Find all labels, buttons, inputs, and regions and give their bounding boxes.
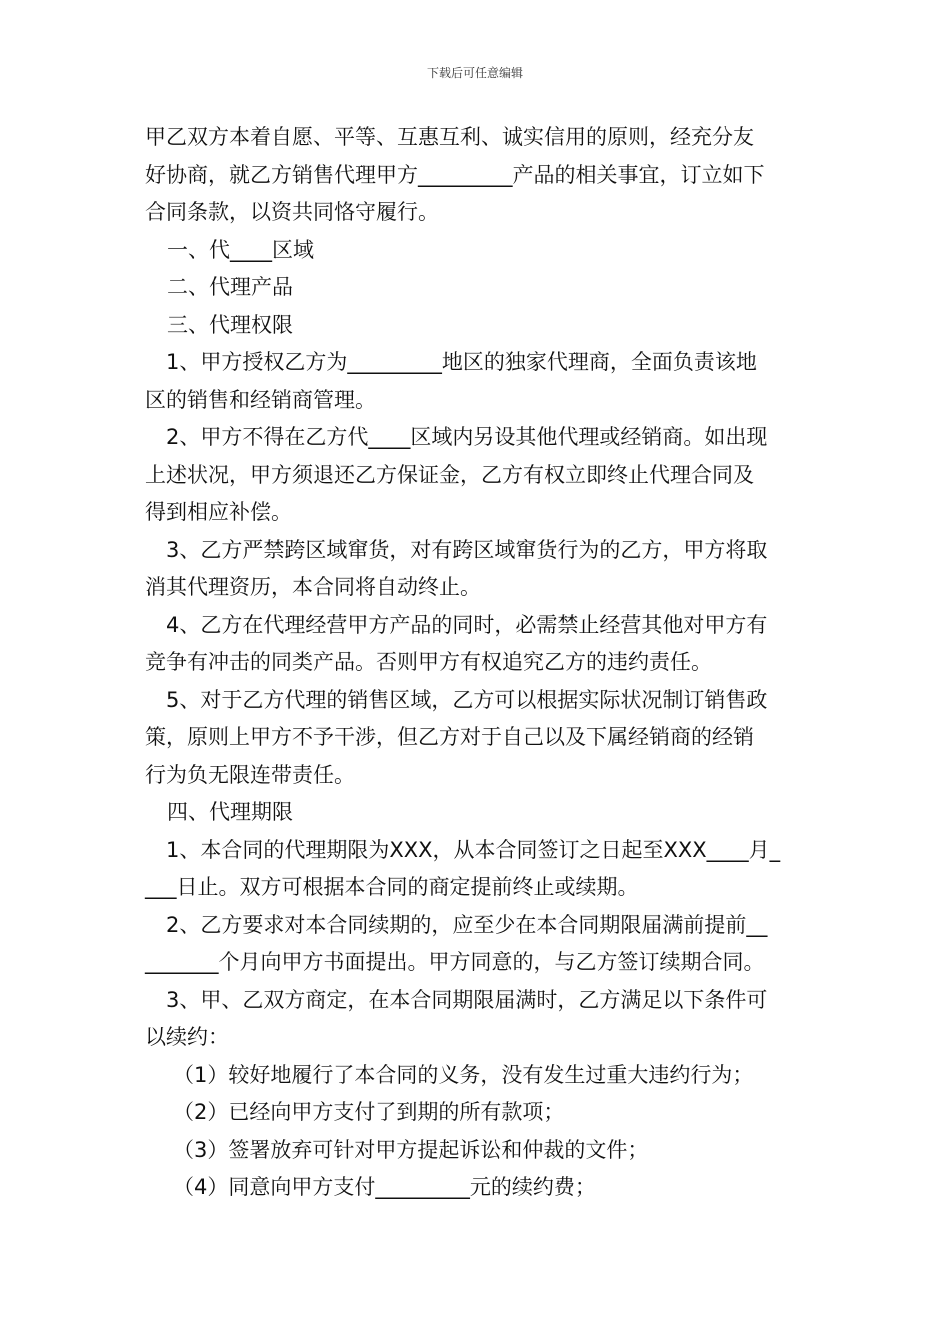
paragraph-line: 甲乙双方本着自愿、平等、互惠互利、诚实信用的原则，经充分友 [145,125,754,149]
clause-line: 上述状况，甲方须退还乙方保证金，乙方有权立即终止代理合同及 [145,462,754,487]
section-heading: 三、代理权限 [167,312,293,337]
clause-line: 4、乙方在代理经营甲方产品的同时，必需禁止经营其他对甲方有 [166,612,768,637]
clause-line: 消其代理资历，本合同将自动终止。 [145,575,481,599]
page-header: 下载后可任意编辑 [426,66,523,80]
section-heading: 一、代____区域 [167,237,314,262]
clause-line: 以续约： [145,1025,229,1049]
clause-line: ___日止。双方可根据本合同的商定提前终止或续期。 [145,875,639,899]
clause-line: 竞争有冲击的同类产品。否则甲方有权追究乙方的违约责任。 [145,650,712,674]
clause-line: 2、乙方要求对本合同续期的，应至少在本合同期限届满前提前__ [166,912,768,937]
clause-line: _______个月向甲方书面提出。甲方同意的，与乙方签订续期合同。 [145,950,765,974]
clause-line: 3、甲、乙双方商定，在本合同期限届满时，乙方满足以下条件可 [166,987,768,1012]
clause-line: 3、乙方严禁跨区域窜货，对有跨区域窜货行为的乙方，甲方将取 [166,537,768,562]
clause-line: 1、本合同的代理期限为XXX，从本合同签订之日起至XXX____月_ [166,837,781,862]
clause-line: 策，原则上甲方不予干涉，但乙方对于自己以及下属经销商的经销 [145,725,754,749]
list-item: （2）已经向甲方支付了到期的所有款项； [173,1100,565,1124]
list-item: （4）同意向甲方支付_________元的续约费； [173,1175,596,1199]
section-heading: 四、代理期限 [167,800,293,824]
clause-line: 得到相应补偿。 [145,500,292,524]
paragraph-line: 好协商，就乙方销售代理甲方_________产品的相关事宜，订立如下 [145,162,765,187]
clause-line: 区的销售和经销商管理。 [145,387,376,412]
clause-line: 行为负无限连带责任。 [145,762,355,787]
list-item: （1）较好地履行了本合同的义务，没有发生过重大违约行为； [173,1062,754,1087]
clause-line: 5、对于乙方代理的销售区域，乙方可以根据实际状况制订销售政 [166,687,768,712]
document-body [145,119,807,1207]
list-item: （3）签署放弃可针对甲方提起诉讼和仲裁的文件； [173,1137,649,1162]
paragraph-line: 合同条款，以资共同恪守履行。 [145,200,439,224]
clause-line: 1、甲方授权乙方为_________地区的独家代理商，全面负责该地 [166,350,757,374]
clause-line: 2、甲方不得在乙方代____区域内另设其他代理或经销商。如出现 [166,425,768,449]
section-heading: 二、代理产品 [167,275,293,299]
